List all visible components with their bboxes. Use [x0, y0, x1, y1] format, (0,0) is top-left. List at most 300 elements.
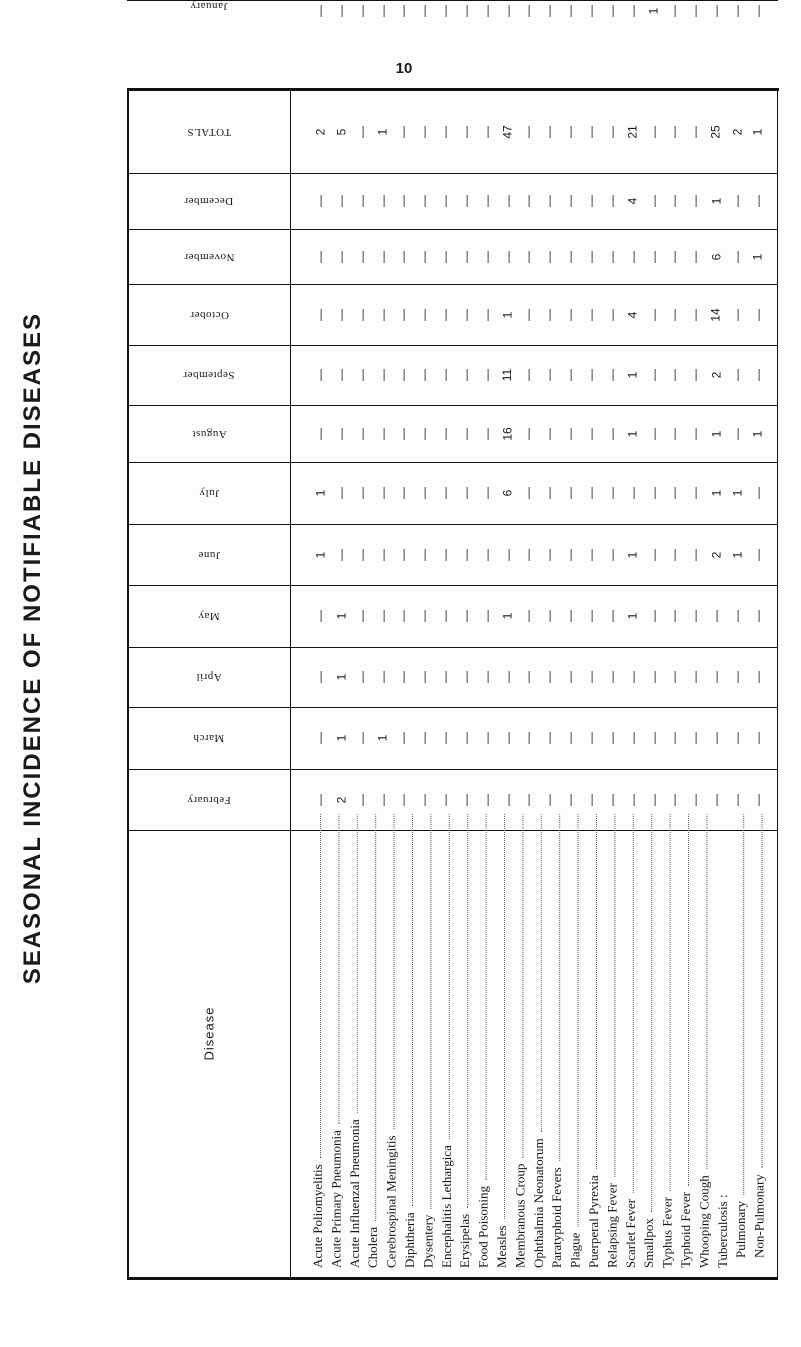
row-label-august [129, 405, 289, 462]
table-cell [356, 246, 368, 268]
disease-row [641, 808, 656, 1268]
cell-value: 21 [625, 124, 640, 139]
table-cell [564, 666, 576, 688]
table-cell [377, 190, 389, 212]
cell-value: — [396, 610, 411, 622]
table-cell [397, 482, 409, 504]
cell-value: — [729, 671, 744, 683]
leader-dots [737, 814, 744, 1195]
table-cell [606, 246, 618, 268]
row-label-text: February [187, 793, 231, 806]
cell-value: — [354, 427, 369, 440]
cell-value: — [688, 732, 703, 744]
cell-value: — [667, 671, 682, 683]
table-cell [439, 666, 451, 688]
table-cell [564, 0, 576, 22]
cell-value: — [458, 671, 473, 683]
cell-value: — [667, 610, 682, 622]
cell-value: — [667, 732, 682, 744]
table-cell [627, 364, 639, 386]
table-cell [502, 304, 514, 326]
table-cell [668, 246, 680, 268]
table-cell [481, 423, 493, 445]
table-cell [564, 190, 576, 212]
cell-value: — [646, 793, 661, 806]
table-cell [522, 0, 534, 22]
cell-value: — [521, 610, 536, 622]
table-cell [689, 0, 701, 22]
leader-dots [351, 814, 358, 1113]
cell-value: — [333, 250, 348, 263]
cell-value: — [500, 250, 515, 263]
table-cell [689, 666, 701, 688]
table-cell [564, 482, 576, 504]
table-cell [648, 423, 660, 445]
table-cell [627, 190, 639, 212]
table-cell [731, 121, 743, 143]
table-cell [648, 666, 660, 688]
disease-name: Measles [493, 1225, 509, 1268]
table-cell [335, 482, 347, 504]
cell-value: — [354, 250, 369, 263]
cell-value: — [563, 610, 578, 622]
cell-value: — [563, 308, 578, 321]
table-cell [522, 482, 534, 504]
table-cell [564, 364, 576, 386]
table-cell [335, 0, 347, 22]
row-label-text: March [193, 732, 225, 744]
table-cell [377, 605, 389, 627]
disease-header-label: Disease [201, 1006, 217, 1061]
cell-value: — [417, 732, 432, 744]
disease-row [402, 808, 417, 1268]
table-cell [627, 482, 639, 504]
cell-value: 11 [500, 368, 515, 382]
table-cell [377, 246, 389, 268]
cell-value: — [688, 427, 703, 440]
disease-row [586, 808, 601, 1268]
table-cell [627, 727, 639, 749]
row-label-january [129, 0, 289, 12]
cell-value: 1 [375, 734, 390, 742]
cell-value: — [396, 5, 411, 17]
table-cell [585, 364, 597, 386]
table-cell [689, 544, 701, 566]
table-cell [335, 666, 347, 688]
cell-value: — [688, 610, 703, 622]
table-cell [668, 544, 680, 566]
cell-value: — [458, 427, 473, 440]
cell-value: — [479, 369, 494, 381]
cell-value: — [479, 427, 494, 440]
cell-value: — [479, 793, 494, 806]
cell-value: — [667, 125, 682, 138]
disease-name: Ophthalmia Neonatorum [530, 1138, 546, 1268]
table-cell [356, 666, 368, 688]
table-cell [731, 482, 743, 504]
row-label-april [129, 647, 289, 707]
cell-value: — [729, 5, 744, 17]
cell-value: — [500, 5, 515, 17]
table-cell [418, 190, 430, 212]
label-column-divider [290, 88, 291, 1277]
cell-value: — [417, 671, 432, 683]
cell-value: — [479, 250, 494, 263]
table-cell [668, 482, 680, 504]
cell-value: — [688, 250, 703, 263]
cell-value: — [521, 250, 536, 263]
row-label-text: June [197, 548, 221, 561]
cell-value: — [688, 793, 703, 806]
table-cell [752, 727, 764, 749]
cell-value: — [625, 793, 640, 806]
table-cell [439, 0, 451, 22]
cell-value: — [438, 369, 453, 381]
table-cell [648, 0, 660, 22]
cell-value: — [604, 487, 619, 499]
table-cell [439, 482, 451, 504]
row-cells-july [292, 462, 776, 524]
cell-value: — [458, 125, 473, 138]
table-cell [377, 364, 389, 386]
table-cell [397, 246, 409, 268]
cell-value: — [646, 610, 661, 622]
cell-value: — [313, 793, 327, 806]
cell-value: — [500, 671, 515, 683]
disease-header [129, 790, 289, 1277]
table-cell [731, 423, 743, 445]
table-cell [543, 121, 555, 143]
cell-value: 5 [333, 128, 348, 135]
row-label-march [129, 707, 289, 769]
table-cell [585, 605, 597, 627]
table-cell [606, 190, 618, 212]
table-cell [418, 121, 430, 143]
cell-value: — [313, 732, 327, 744]
table-cell [710, 0, 722, 22]
cell-value: — [396, 548, 411, 561]
table-cell [564, 423, 576, 445]
table-cell [710, 605, 722, 627]
table-cell [668, 364, 680, 386]
row-cells-december [292, 173, 776, 229]
table-cell [460, 423, 472, 445]
table-cell [710, 121, 722, 143]
cell-value: — [417, 5, 432, 17]
row-label-text: November [183, 250, 235, 263]
table-cell [397, 0, 409, 22]
table-cell [377, 666, 389, 688]
table-cell [522, 544, 534, 566]
table-cell [502, 246, 514, 268]
cell-value: — [604, 308, 619, 321]
cell-value: — [750, 369, 765, 381]
cell-value: — [646, 487, 661, 499]
disease-row [384, 808, 399, 1268]
table-cell [606, 605, 618, 627]
leader-dots [516, 814, 523, 1158]
disease-row [604, 808, 619, 1268]
cell-value: — [458, 793, 473, 806]
cell-value: — [417, 548, 432, 561]
cell-value: — [313, 610, 327, 622]
table-cell [564, 544, 576, 566]
cell-value: 1 [750, 253, 765, 260]
disease-row [623, 808, 638, 1268]
cell-value: — [750, 610, 765, 622]
table-cell [585, 544, 597, 566]
cell-value: — [625, 250, 640, 263]
cell-value: 1 [729, 551, 744, 558]
table-cell [314, 304, 326, 326]
table-cell [481, 727, 493, 749]
table-cell [648, 605, 660, 627]
cell-value: — [396, 125, 411, 138]
cell-value: — [604, 5, 619, 17]
cell-value: — [479, 5, 494, 17]
leader-dots [461, 814, 468, 1208]
table-cell [460, 304, 472, 326]
table-cell [710, 423, 722, 445]
table-cell [314, 0, 326, 22]
leader-dots [700, 814, 707, 1169]
cell-value: — [396, 732, 411, 744]
table-cell [460, 482, 472, 504]
table-cell [606, 121, 618, 143]
disease-name: Encephalitis Lethargica [438, 1145, 454, 1268]
table-cell [606, 304, 618, 326]
disease-row [310, 808, 325, 1268]
cell-value: — [375, 487, 390, 499]
table-cell [689, 304, 701, 326]
table-cell [377, 727, 389, 749]
cell-value: — [604, 250, 619, 263]
cell-value: — [417, 195, 432, 207]
cell-value: — [688, 369, 703, 381]
cell-value: — [396, 793, 411, 806]
cell-value: — [396, 427, 411, 440]
cell-value: 2 [709, 371, 724, 379]
table-cell [689, 121, 701, 143]
disease-row [439, 808, 454, 1268]
table-cell [710, 544, 722, 566]
table-cell [356, 423, 368, 445]
cell-value: — [375, 369, 390, 381]
cell-value: — [354, 793, 369, 806]
cell-value: — [375, 427, 390, 440]
cell-value: — [709, 732, 724, 744]
table-cell [439, 544, 451, 566]
table-cell [418, 544, 430, 566]
table-cell [564, 605, 576, 627]
cell-value: 1 [750, 128, 765, 135]
cell-value: — [479, 125, 494, 138]
cell-value: — [438, 732, 453, 744]
table-cell [543, 727, 555, 749]
cell-value: 1 [333, 673, 348, 681]
table-cell [314, 121, 326, 143]
cell-value: — [563, 671, 578, 683]
table-cell [356, 304, 368, 326]
table-cell [648, 190, 660, 212]
table-cell [335, 190, 347, 212]
table-cell [752, 0, 764, 22]
cell-value: — [313, 195, 327, 207]
table-cell [648, 246, 660, 268]
disease-row [365, 808, 380, 1268]
leader-dots [664, 814, 671, 1191]
cell-value: — [563, 793, 578, 806]
table-cell [522, 304, 534, 326]
table-cell [752, 544, 764, 566]
table-cell [460, 364, 472, 386]
cell-value: — [604, 195, 619, 207]
cell-value: — [709, 5, 724, 17]
table-cell [543, 666, 555, 688]
disease-name: Food Poisoning [475, 1186, 491, 1268]
cell-value: — [750, 195, 765, 207]
table-cell [335, 605, 347, 627]
cell-value: — [479, 610, 494, 622]
table-cell [752, 666, 764, 688]
leader-dots [480, 814, 487, 1180]
table-cell [502, 0, 514, 22]
table-cell [752, 304, 764, 326]
table-cell [627, 121, 639, 143]
table-cell [439, 364, 451, 386]
table-cell [585, 0, 597, 22]
row-label-november [129, 229, 289, 284]
table-cell [377, 121, 389, 143]
disease-name: Cholera [364, 1226, 380, 1268]
disease-row [420, 808, 435, 1268]
cell-value: — [417, 250, 432, 263]
cell-value: — [688, 308, 703, 321]
disease-name: Typhoid Fever [677, 1192, 693, 1268]
cell-value: — [688, 195, 703, 207]
table-cell [689, 423, 701, 445]
table-cell [668, 727, 680, 749]
cell-value: 2 [313, 128, 327, 135]
table-cell [606, 544, 618, 566]
disease-row [457, 808, 472, 1268]
cell-value: — [646, 125, 661, 138]
table-cell [585, 423, 597, 445]
cell-value: — [479, 308, 494, 321]
cell-value: — [646, 732, 661, 744]
cell-value: — [667, 487, 682, 499]
table-cell [606, 0, 618, 22]
cell-value: — [458, 732, 473, 744]
table-cell [752, 246, 764, 268]
table-cell [481, 0, 493, 22]
table-cell [606, 727, 618, 749]
table-cell [648, 364, 660, 386]
table-cell [752, 605, 764, 627]
disease-row [347, 808, 362, 1268]
leader-dots [424, 814, 431, 1209]
table-cell [668, 423, 680, 445]
table-cell [397, 304, 409, 326]
disease-name: Membranous Croup [511, 1163, 527, 1268]
cell-value: — [542, 732, 557, 744]
table-cell [356, 190, 368, 212]
cell-value: — [458, 5, 473, 17]
cell-value: — [417, 427, 432, 440]
cell-value: — [458, 610, 473, 622]
table-cell [377, 304, 389, 326]
cell-value: — [521, 308, 536, 321]
table-cell [397, 364, 409, 386]
cell-value: — [542, 369, 557, 381]
cell-value: 25 [709, 124, 724, 139]
leader-dots [314, 814, 321, 1158]
row-cells-november [292, 229, 776, 284]
page-number: 10 [395, 60, 413, 77]
cell-value: — [583, 610, 598, 622]
table-cell [710, 190, 722, 212]
cell-value: 2 [709, 551, 724, 558]
table-cell [731, 544, 743, 566]
cell-value: — [354, 487, 369, 499]
table-cell [460, 0, 472, 22]
cell-value: — [583, 369, 598, 381]
table-cell [731, 304, 743, 326]
cell-value: — [688, 487, 703, 499]
cell-value: — [396, 250, 411, 263]
cell-value: — [750, 548, 765, 561]
disease-name: Pulmonary [732, 1200, 748, 1258]
disease-name: Scarlet Fever [622, 1199, 638, 1268]
table-cell [439, 605, 451, 627]
leader-dots [369, 814, 376, 1221]
cell-value: — [438, 5, 453, 17]
table-cell [522, 727, 534, 749]
table-cell [481, 246, 493, 268]
table-cell [752, 121, 764, 143]
table-cell [543, 605, 555, 627]
cell-value: — [729, 427, 744, 440]
disease-row [715, 1188, 730, 1268]
cell-value: — [667, 369, 682, 381]
table-cell [460, 121, 472, 143]
cell-value: — [333, 427, 348, 440]
row-label-june [129, 524, 289, 585]
cell-value: — [438, 610, 453, 622]
cell-value: — [521, 427, 536, 440]
table-cell [314, 605, 326, 627]
table-cell [585, 482, 597, 504]
cell-value: — [583, 250, 598, 263]
table-cell [335, 304, 347, 326]
table-cell [335, 246, 347, 268]
table-cell [335, 423, 347, 445]
leader-dots [498, 814, 505, 1219]
table-cell [481, 121, 493, 143]
table-cell [752, 423, 764, 445]
row-label-december [129, 173, 289, 229]
table-cell [418, 482, 430, 504]
disease-name: Plague [567, 1232, 583, 1268]
cell-value: — [750, 308, 765, 321]
table-cell [543, 482, 555, 504]
table-cell [627, 246, 639, 268]
row-divider [127, 0, 778, 1]
table-cell [522, 364, 534, 386]
cell-value: — [563, 195, 578, 207]
cell-value: — [729, 793, 744, 806]
cell-value: — [563, 125, 578, 138]
